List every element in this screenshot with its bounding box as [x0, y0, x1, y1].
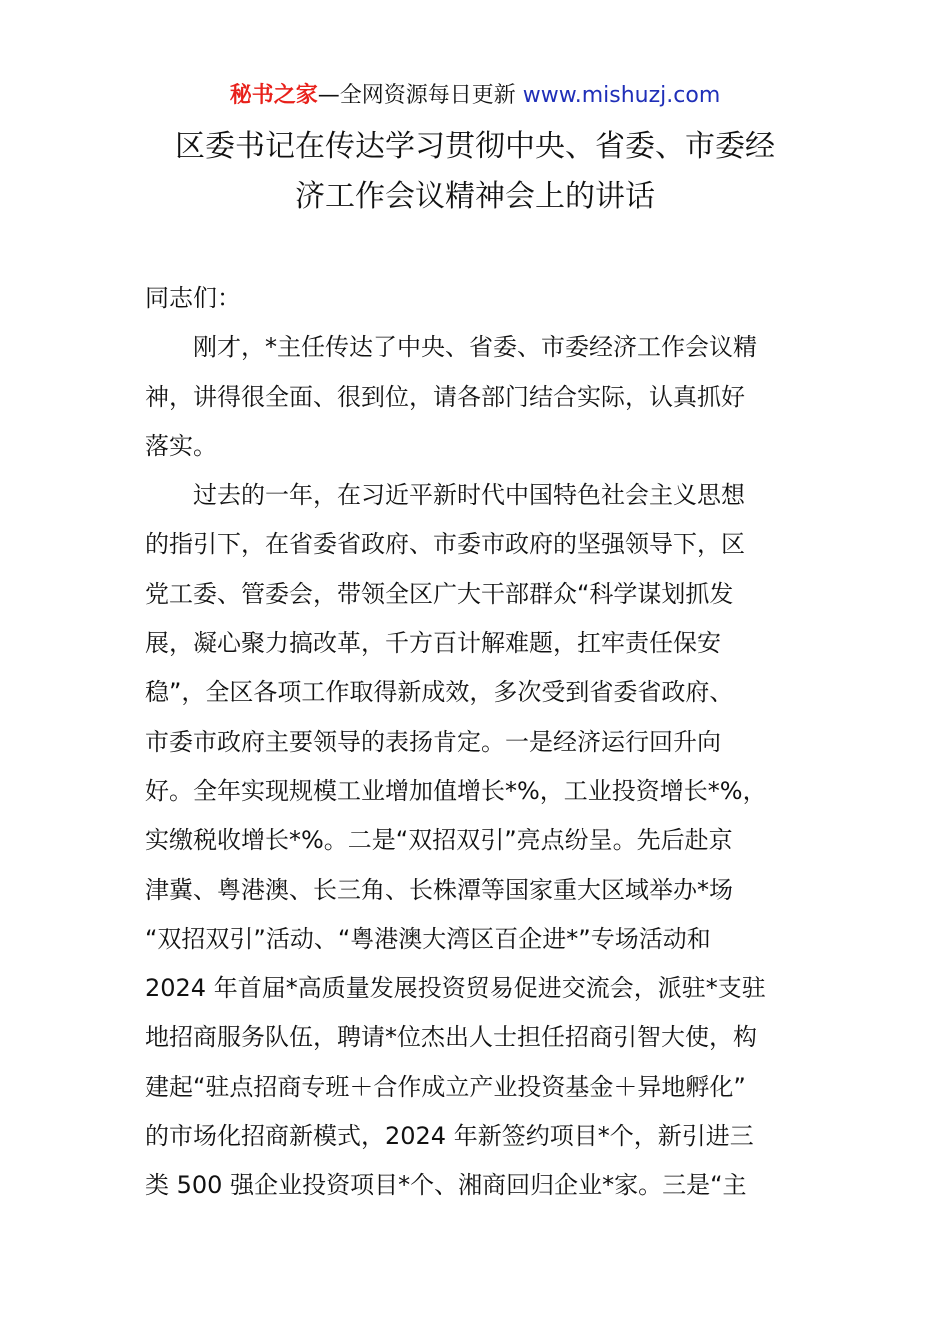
salutation: 同志们： — [145, 284, 241, 312]
document-title — [100, 122, 850, 222]
paragraph-1-line: 落实。 — [145, 431, 217, 460]
paragraph-2-line: 过去的一年，在习近平新时代中国特色社会主义思想 — [193, 481, 745, 510]
paragraph-2-line: 市委市政府主要领导的表扬肯定。一是经济运行回升向 — [145, 727, 721, 756]
paragraph-2-line: 的市场化招商新模式，2024 年新签约项目*个，新引进三 — [145, 1122, 754, 1151]
title-line-1: 区委书记在传达学习贯彻中央、省委、市委经 — [175, 129, 775, 164]
paragraph-2-line: 建起“驻点招商专班＋合作成立产业投资基金＋异地孵化” — [145, 1072, 746, 1101]
title-line-2: 济工作会议精神会上的讲话 — [295, 179, 655, 214]
paragraph-2-line: 类 500 强企业投资项目*个、湘商回归企业*家。三是“主 — [145, 1171, 747, 1200]
paragraph-2-line: 的指引下，在省委省政府、市委市政府的坚强领导下，区 — [145, 530, 745, 559]
paragraph-2-line: 实缴税收增长*%。二是“双招双引”亮点纷呈。先后赴京 — [145, 826, 733, 855]
site-header — [0, 80, 950, 112]
paragraph-2-line: 2024 年首届*高质量发展投资贸易促进交流会，派驻*支驻 — [145, 974, 766, 1003]
paragraph-1-line: 神，讲得很全面、很到位，请各部门结合实际，认真抓好 — [145, 382, 745, 411]
brand-name: 秘书之家 — [229, 83, 318, 108]
paragraph-2-line: 地招商服务队伍，聘请*位杰出人士担任招商引智大使，构 — [145, 1023, 757, 1052]
paragraph-2-line: 稳”，全区各项工作取得新成效，多次受到省委省政府、 — [145, 678, 734, 707]
paragraph-2-line: “双招双引”活动、“粤港澳大湾区百企进*”专场活动和 — [145, 924, 711, 953]
paragraph-1-line: 刚才，*主任传达了中央、省委、市委经济工作会议精 — [193, 333, 757, 362]
paragraph-2-line: 展，凝心聚力搞改革，千方百计解难题，扛牢责任保安 — [145, 629, 721, 658]
paragraph-2-line: 党工委、管委会，带领全区广大干部群众“科学谋划抓发 — [145, 579, 734, 608]
paragraph-2-line: 好。全年实现规模工业增加值增长*%，工业投资增长*%， — [145, 776, 767, 805]
document-body — [145, 274, 810, 1211]
site-url[interactable]: www.mishuzj.com — [522, 83, 721, 108]
paragraph-2-line: 津冀、粤港澳、长三角、长株潭等国家重大区域举办*场 — [145, 875, 733, 904]
header-tagline: —全网资源每日更新 — [317, 83, 523, 108]
